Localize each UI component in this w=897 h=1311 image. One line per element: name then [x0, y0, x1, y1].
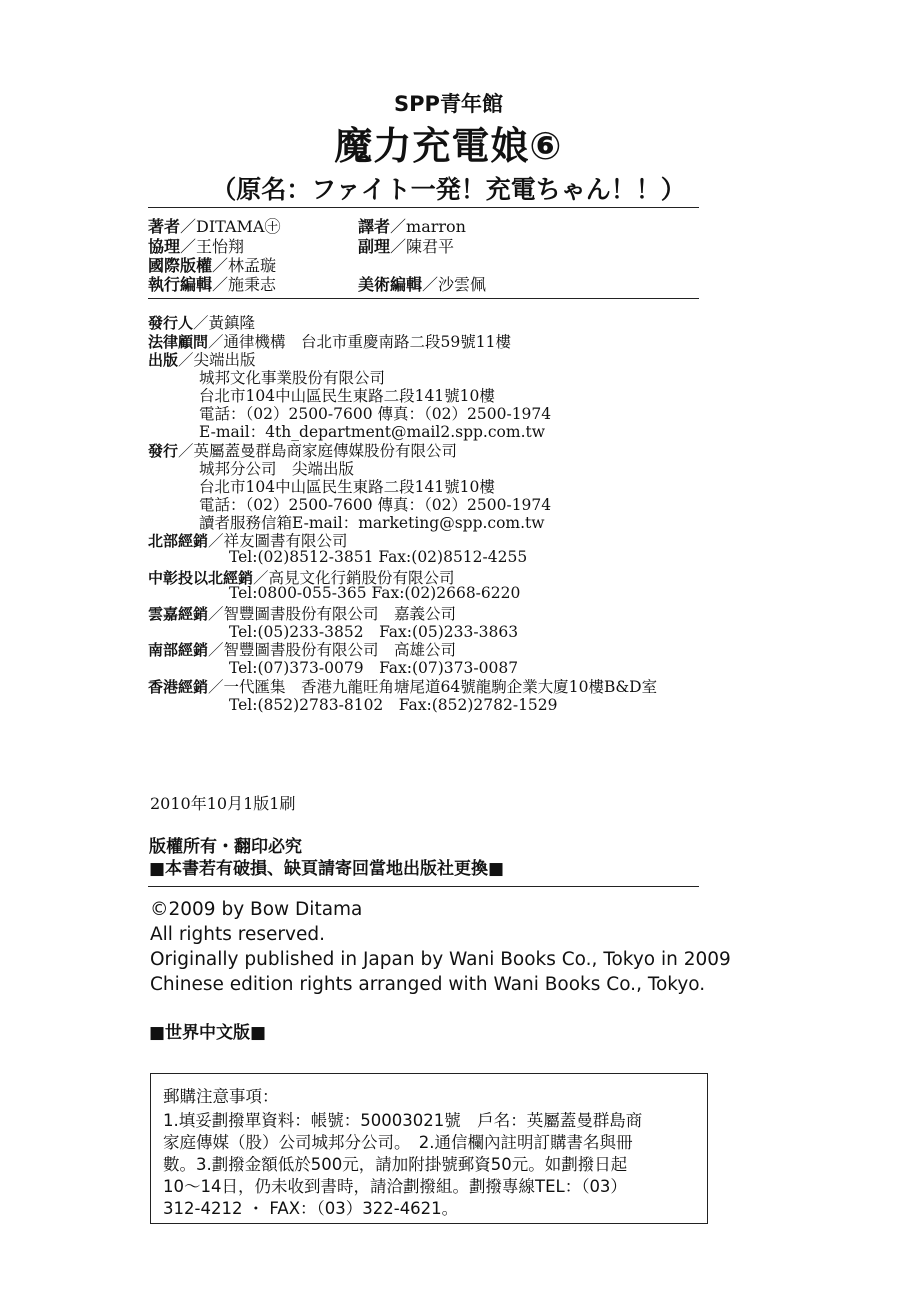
world-chinese-edition: ■世界中文版■ — [149, 1023, 267, 1043]
branch-phone: 電話：（02）2500-7600 傳真：（02）2500-1974 — [199, 496, 552, 514]
legal-advisor-line: 法律顧問／通律機構 台北市重慶南路二段59號11樓 — [148, 333, 511, 351]
company-email: E-mail：4th_department@mail2.spp.com.tw — [199, 423, 545, 441]
all-rights-line: All rights reserved. — [150, 924, 325, 945]
mail-order-line: 312-4212 ・ FAX：（03）322-4621。 — [163, 1199, 459, 1218]
chinese-rights-line: Chinese edition rights arranged with Wani Books Co., Tokyo. — [150, 974, 706, 995]
hongkong-distributor-contact: Tel:(852)2783-8102 Fax:(852)2782-1529 — [229, 696, 558, 714]
book-title: 魔力充電娘⑥ — [334, 124, 563, 168]
hongkong-distributor: 香港經銷／一代匯集 香港九龍旺角塘尾道64號龍駒企業大廈10樓B&D室 — [148, 678, 658, 696]
credit-associate-manager: 協理／王怡翔 — [148, 237, 245, 256]
divider — [148, 207, 699, 208]
series-name: SPP青年館 — [394, 92, 503, 116]
north-distributor-contact: Tel:(02)8512-3851 Fax:(02)8512-4255 — [229, 548, 528, 566]
credit-executive-editor: 執行編輯／施秉志 — [148, 275, 277, 294]
central-distributor-contact: Tel:0800-055-365 Fax:(02)2668-6220 — [229, 584, 521, 602]
reader-service-email: 讀者服務信箱E-mail：marketing@spp.com.tw — [199, 514, 545, 532]
mail-order-line: 數。3.劃撥金額低於500元，請加附掛號郵資50元。如劃撥日起 — [163, 1155, 628, 1174]
company-name: 城邦文化事業股份有限公司 — [199, 369, 386, 387]
mail-order-line: 家庭傳媒（股）公司城邦分公司。 2.通信欄內註明訂購書名與冊 — [163, 1133, 633, 1152]
central-distributor: 中彰投以北經銷／高見文化行銷股份有限公司 — [148, 569, 455, 587]
original-publication-line: Originally published in Japan by Wani Books Co., Tokyo in 2009 — [150, 949, 731, 970]
credit-deputy-manager: 副理／陳君平 — [358, 237, 455, 256]
chiayi-distributor-contact: Tel:(05)233-3852 Fax:(05)233-3863 — [229, 623, 519, 641]
rights-reserved: 版權所有・翻印必究 — [149, 837, 302, 857]
edition-date: 2010年10月1版1刷 — [150, 794, 296, 813]
branch-name: 城邦分公司 尖端出版 — [199, 460, 355, 478]
chiayi-distributor: 雲嘉經銷／智豐圖書股份有限公司 嘉義公司 — [148, 605, 457, 623]
publisher-line: 發行人／黃鎮隆 — [148, 314, 256, 332]
mail-order-line: 1.填妥劃撥單資料：帳號：50003021號 戶名：英屬蓋曼群島商 — [163, 1111, 643, 1130]
mail-order-box — [150, 1073, 708, 1224]
company-phone: 電話：（02）2500-7600 傳真：（02）2500-1974 — [199, 405, 552, 423]
original-title: （原名：ファイト一発！充電ちゃん！！） — [211, 175, 686, 204]
damage-notice: ■本書若有破損、缺頁請寄回當地出版社更換■ — [149, 859, 505, 879]
south-distributor-contact: Tel:(07)373-0079 Fax:(07)373-0087 — [229, 659, 519, 677]
divider — [148, 886, 699, 887]
north-distributor: 北部經銷／祥友圖書有限公司 — [148, 532, 348, 550]
company-address: 台北市104中山區民生東路二段141號10樓 — [199, 387, 495, 405]
distributor-line: 發行／英屬蓋曼群島商家庭傳媒股份有限公司 — [148, 442, 458, 460]
credit-translator: 譯者／marron — [358, 217, 466, 236]
credit-art-editor: 美術編輯／沙雲佩 — [358, 275, 487, 294]
mail-order-line: 10～14日，仍未收到書時，請洽劃撥組。劃撥專線TEL：（03） — [163, 1177, 627, 1196]
credit-international-rights: 國際版權／林孟璇 — [148, 256, 277, 275]
divider — [148, 298, 699, 299]
south-distributor: 南部經銷／智豐圖書股份有限公司 高雄公司 — [148, 641, 457, 659]
branch-address: 台北市104中山區民生東路二段141號10樓 — [199, 478, 495, 496]
imprint-line: 出版／尖端出版 — [148, 351, 256, 369]
mail-order-title: 郵購注意事項： — [163, 1087, 279, 1106]
credit-author: 著者／DITAMA㊉ — [148, 217, 281, 236]
copyright-line: ©2009 by Bow Ditama — [150, 899, 363, 920]
